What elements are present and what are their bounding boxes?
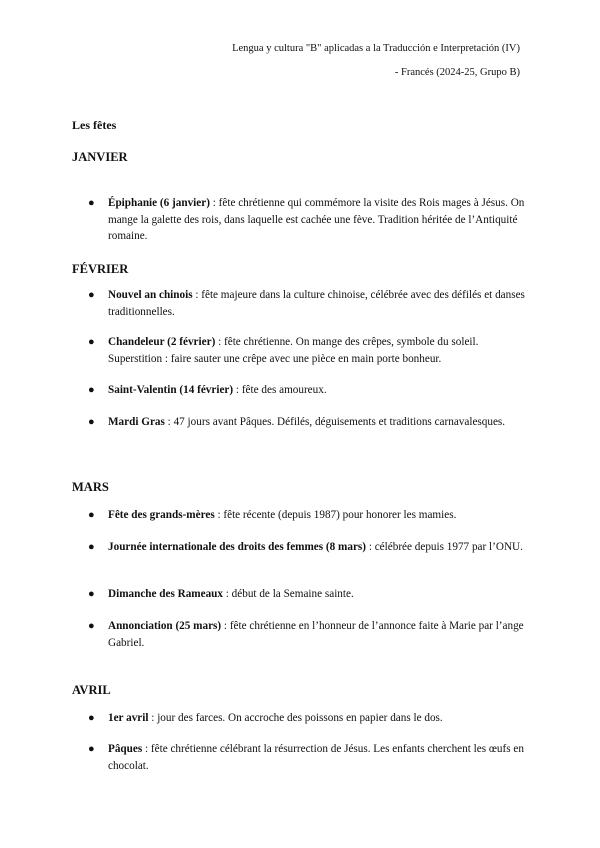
- item-text: : fête récente (depuis 1987) pour honorer les mamies.: [214, 509, 457, 521]
- item-text: : fête chrétienne célébrant la résurrection de Jésus. Les enfants cherchent les œufs en chocolat.: [108, 743, 524, 772]
- item-term: Saint-Valentin (14 février): [108, 384, 234, 396]
- bullet-icon: ●: [88, 620, 95, 632]
- bullet-icon: ●: [88, 289, 95, 301]
- header-group-line: - Francés (2024-25, Grupo B): [394, 67, 520, 78]
- month-heading-janvier: JANVIER: [72, 150, 128, 164]
- list-item: [88, 382, 528, 399]
- bullet-icon: ●: [88, 541, 95, 553]
- list-item: [88, 414, 528, 431]
- item-term: Pâques: [108, 743, 143, 755]
- bullet-icon: ●: [88, 197, 95, 209]
- list-item: [88, 539, 528, 556]
- item-term: Mardi Gras: [108, 416, 165, 428]
- list-item: [88, 710, 528, 727]
- item-term: Fête des grands-mères: [108, 509, 215, 521]
- list-item: [88, 741, 528, 774]
- list-item: [88, 586, 528, 603]
- item-text: : fête chrétienne. On mange des crêpes, symbole du soleil. Superstition : faire sauter une crêpe avec une pièce en main porte bonheur.: [108, 336, 479, 365]
- item-text: : célébrée depuis 1977 par l’ONU.: [366, 541, 523, 553]
- item-text: : jour des farces. On accroche des poissons en papier dans le dos.: [148, 712, 443, 724]
- bullet-icon: ●: [88, 384, 95, 396]
- item-term: Chandeleur (2 février): [108, 336, 216, 348]
- item-text: : début de la Semaine sainte.: [222, 588, 354, 600]
- item-text: : fête majeure dans la culture chinoise, célébrée avec des défilés et danses traditionnelles.: [108, 289, 525, 318]
- list-item: [88, 618, 528, 651]
- month-heading-fevrier: FÉVRIER: [72, 262, 129, 276]
- item-text: : fête des amoureux.: [233, 384, 327, 396]
- header-course-line: Lengua y cultura "B" aplicadas a la Traducción e Interpretación (IV): [232, 43, 520, 54]
- item-text: : fête chrétienne en l’honneur de l’annonce faite à Marie par l’ange Gabriel.: [108, 620, 524, 649]
- item-term: Épiphanie (6 janvier): [108, 197, 210, 209]
- document-title: Les fêtes: [72, 118, 117, 132]
- item-term: Annonciation (25 mars): [108, 620, 222, 632]
- month-heading-avril: AVRIL: [72, 683, 111, 697]
- item-term: Journée internationale des droits des femmes (8 mars): [108, 541, 367, 553]
- list-item: [88, 287, 528, 320]
- list-item: [88, 334, 528, 367]
- bullet-icon: ●: [88, 712, 95, 724]
- list-item: [88, 507, 528, 524]
- item-term: Dimanche des Rameaux: [108, 588, 223, 600]
- item-text: : 47 jours avant Pâques. Défilés, déguisements et traditions carnavalesques.: [164, 416, 506, 428]
- bullet-icon: ●: [88, 509, 95, 521]
- bullet-icon: ●: [88, 743, 95, 755]
- bullet-icon: ●: [88, 588, 95, 600]
- bullet-icon: ●: [88, 416, 95, 428]
- item-text: : fête chrétienne qui commémore la visite des Rois mages à Jésus. On mange la galette des rois, dans laquelle est cachée une fève. Tradition héritée de l’Antiquité romaine.: [108, 197, 525, 242]
- item-term: 1er avril: [108, 712, 149, 724]
- bullet-icon: ●: [88, 336, 95, 348]
- month-heading-mars: MARS: [72, 480, 109, 494]
- list-item: [88, 195, 528, 245]
- item-term: Nouvel an chinois: [108, 289, 193, 301]
